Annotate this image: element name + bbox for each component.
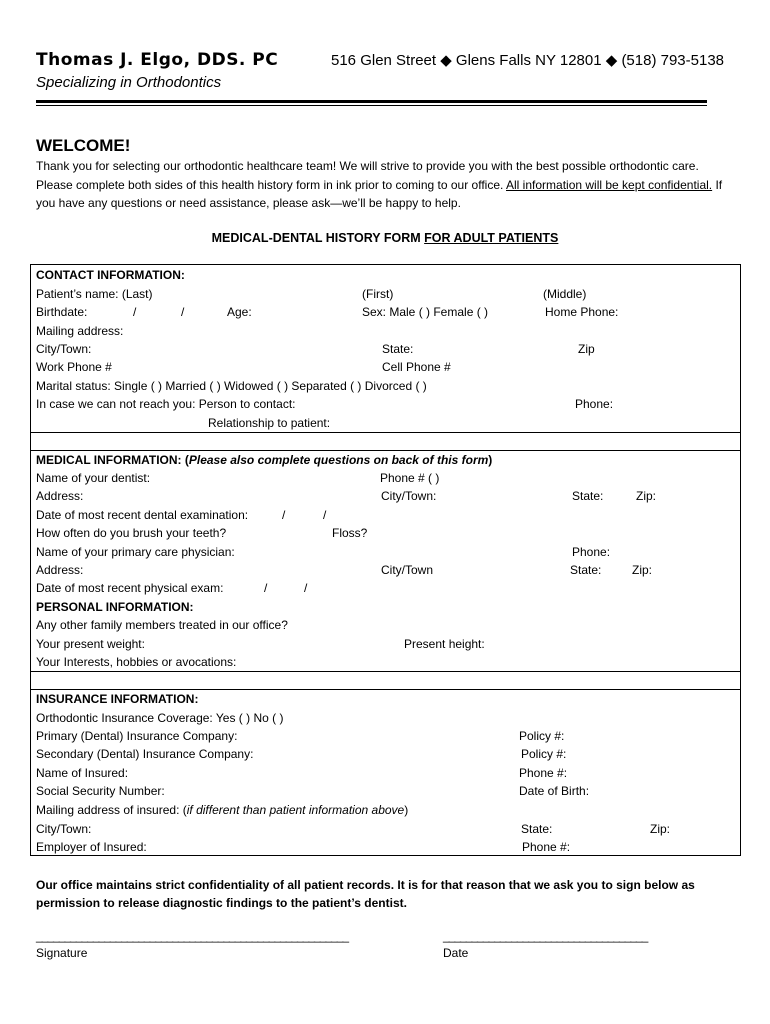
welcome-text-part1: Thank you for selecting our orthodontic healthcare team! We will strive to provide you with the best possible orthodontic care. Please complete both sides of this health history form in ink prior to coming to our office. bbox=[36, 159, 699, 192]
work-phone-label[interactable]: Work Phone # bbox=[36, 360, 112, 374]
insured-mailing-text: Mailing address of insured: ( bbox=[36, 803, 187, 817]
physician-phone-label[interactable]: Phone: bbox=[572, 545, 611, 559]
primary-policy-label[interactable]: Policy #: bbox=[519, 729, 565, 743]
birthdate-label[interactable]: Birthdate: bbox=[36, 305, 88, 319]
insurance-heading: INSURANCE INFORMATION: bbox=[36, 692, 199, 706]
medical-heading-close: ) bbox=[488, 453, 493, 467]
physician-state-label[interactable]: State: bbox=[570, 563, 602, 577]
secondary-policy-label[interactable]: Policy #: bbox=[521, 747, 567, 761]
sex-label[interactable]: Sex: Male ( ) Female ( ) bbox=[362, 305, 489, 319]
ssn-label[interactable]: Social Security Number: bbox=[36, 784, 165, 798]
insured-city-label[interactable]: City/Town: bbox=[36, 822, 92, 836]
dentist-city-label[interactable]: City/Town: bbox=[381, 489, 437, 503]
signature-line[interactable]: _______________________________________________________ bbox=[36, 929, 349, 943]
employer-phone-label[interactable]: Phone #: bbox=[522, 840, 571, 854]
welcome-text bbox=[36, 157, 736, 213]
date-slash: / bbox=[133, 305, 137, 319]
section-divider bbox=[30, 450, 741, 451]
dob-label[interactable]: Date of Birth: bbox=[519, 784, 590, 798]
dentist-phone-label[interactable]: Phone # ( ) bbox=[380, 471, 440, 485]
height-label[interactable]: Present height: bbox=[404, 637, 485, 651]
header-rule-thick bbox=[36, 100, 707, 103]
signature-label: Signature bbox=[36, 946, 88, 960]
zip-label[interactable]: Zip bbox=[578, 342, 595, 356]
dentist-address-label[interactable]: Address: bbox=[36, 489, 84, 503]
family-members-label[interactable]: Any other family members treated in our office? bbox=[36, 618, 288, 632]
marital-status-options[interactable]: Marital status: Single ( ) Married ( ) Widowed ( ) Separated ( ) Divorced ( ) bbox=[36, 379, 427, 393]
welcome-heading: WELCOME! bbox=[36, 136, 131, 155]
practice-name: Thomas J. Elgo, DDS. PC bbox=[36, 50, 279, 70]
weight-label[interactable]: Your present weight: bbox=[36, 637, 145, 651]
employer-label[interactable]: Employer of Insured: bbox=[36, 840, 147, 854]
dentist-name-label[interactable]: Name of your dentist: bbox=[36, 471, 151, 485]
emergency-contact-label[interactable]: In case we can not reach you: Person to contact: bbox=[36, 397, 296, 411]
cell-phone-label[interactable]: Cell Phone # bbox=[382, 360, 451, 374]
welcome-confidential: All information will be kept confidential. bbox=[506, 177, 713, 192]
practice-tagline: Specializing in Orthodontics bbox=[36, 74, 222, 91]
medical-heading bbox=[36, 453, 492, 467]
personal-heading: PERSONAL INFORMATION: bbox=[36, 600, 194, 614]
home-phone-label[interactable]: Home Phone: bbox=[545, 305, 619, 319]
header-rule-thin bbox=[36, 105, 707, 106]
insured-phone-label[interactable]: Phone #: bbox=[519, 766, 568, 780]
date-slash: / bbox=[264, 581, 268, 595]
section-divider bbox=[30, 671, 741, 672]
physician-name-label[interactable]: Name of your primary care physician: bbox=[36, 545, 235, 559]
insured-mailing-note: if different than patient information above bbox=[186, 803, 405, 817]
confidentiality-notice: Our office maintains strict confidentiality of all patient records. It is for that reason that we ask you to sign below as permission to release diagnostic findings to the patient’s dentist. bbox=[36, 878, 695, 910]
medical-heading-note: Please also complete questions on back of this form bbox=[188, 453, 489, 467]
emergency-phone-label[interactable]: Phone: bbox=[575, 397, 614, 411]
medical-heading-text: MEDICAL INFORMATION: ( bbox=[36, 453, 189, 467]
insured-name-label[interactable]: Name of Insured: bbox=[36, 766, 129, 780]
form-title-main: MEDICAL-DENTAL HISTORY FORM bbox=[211, 231, 425, 245]
dentist-state-label[interactable]: State: bbox=[572, 489, 604, 503]
insured-state-label[interactable]: State: bbox=[521, 822, 553, 836]
form-title bbox=[0, 231, 770, 245]
date-label: Date bbox=[443, 946, 469, 960]
secondary-insurance-label[interactable]: Secondary (Dental) Insurance Company: bbox=[36, 747, 254, 761]
last-dental-exam-label[interactable]: Date of most recent dental examination: bbox=[36, 508, 249, 522]
section-divider bbox=[30, 689, 741, 690]
contact-heading: CONTACT INFORMATION: bbox=[36, 268, 185, 282]
welcome-text-part2: If you have any questions or need assistance, please ask—we’ll be happy to help. bbox=[36, 177, 723, 210]
insured-mailing-close: ) bbox=[404, 803, 409, 817]
insured-zip-label[interactable]: Zip: bbox=[650, 822, 671, 836]
interests-label[interactable]: Your Interests, hobbies or avocations: bbox=[36, 655, 237, 669]
patient-middle-name-label[interactable]: (Middle) bbox=[543, 287, 587, 301]
primary-insurance-label[interactable]: Primary (Dental) Insurance Company: bbox=[36, 729, 238, 743]
date-slash: / bbox=[304, 581, 308, 595]
physician-address-label[interactable]: Address: bbox=[36, 563, 84, 577]
date-line[interactable]: ____________________________________ bbox=[443, 929, 648, 943]
date-slash: / bbox=[282, 508, 286, 522]
mailing-address-label[interactable]: Mailing address: bbox=[36, 324, 124, 338]
insurance-coverage-options[interactable]: Orthodontic Insurance Coverage: Yes ( ) No ( ) bbox=[36, 711, 284, 725]
patient-first-name-label[interactable]: (First) bbox=[362, 287, 394, 301]
physician-city-label[interactable]: City/Town bbox=[381, 563, 434, 577]
date-slash: / bbox=[181, 305, 185, 319]
insured-mailing-label[interactable] bbox=[36, 803, 408, 817]
age-label[interactable]: Age: bbox=[227, 305, 252, 319]
last-physical-exam-label[interactable]: Date of most recent physical exam: bbox=[36, 581, 224, 595]
state-label[interactable]: State: bbox=[382, 342, 414, 356]
floss-label[interactable]: Floss? bbox=[332, 526, 368, 540]
section-divider bbox=[30, 432, 741, 433]
patient-last-name-label[interactable]: Patient’s name: (Last) bbox=[36, 287, 153, 301]
date-slash: / bbox=[323, 508, 327, 522]
brushing-frequency-label[interactable]: How often do you brush your teeth? bbox=[36, 526, 227, 540]
relationship-label[interactable]: Relationship to patient: bbox=[208, 416, 331, 430]
dentist-zip-label[interactable]: Zip: bbox=[636, 489, 657, 503]
physician-zip-label[interactable]: Zip: bbox=[632, 563, 653, 577]
city-label[interactable]: City/Town: bbox=[36, 342, 92, 356]
practice-address: 516 Glen Street ◆ Glens Falls NY 12801 ◆ (518) 793-5138 bbox=[331, 52, 725, 69]
form-title-audience: FOR ADULT PATIENTS bbox=[424, 231, 559, 245]
